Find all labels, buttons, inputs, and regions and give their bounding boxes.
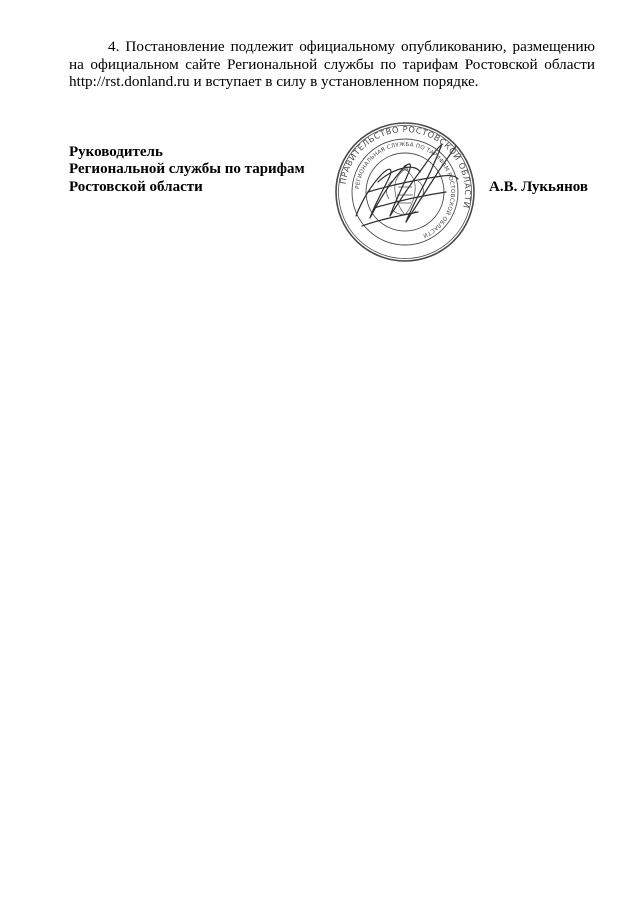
signer-title-line-3: Ростовской области (69, 178, 203, 195)
signer-name: А.В. Лукьянов (489, 179, 588, 195)
seal-inner-text: РЕГИОНАЛЬНАЯ СЛУЖБА ПО ТАРИФАМ РОСТОВСКОЙ ОБЛАСТИ (355, 141, 456, 239)
signer-title-block (69, 144, 305, 196)
seal-outer-text: ПРАВИТЕЛЬСТВО РОСТОВСКОЙ ОБЛАСТИ (337, 123, 474, 210)
signer-title-line-2: Региональной службы по тарифам (69, 161, 305, 178)
handwritten-signature (338, 122, 468, 247)
signer-title-line-1: Руководитель (69, 144, 163, 160)
paragraph-4: 4. Постановление подлежит официальному опубликованию, размещению на официальном сайте Региональной службы по тарифам Ростовской области http://rst.donland.ru и вступает в силу в установленном порядке. (69, 38, 595, 91)
